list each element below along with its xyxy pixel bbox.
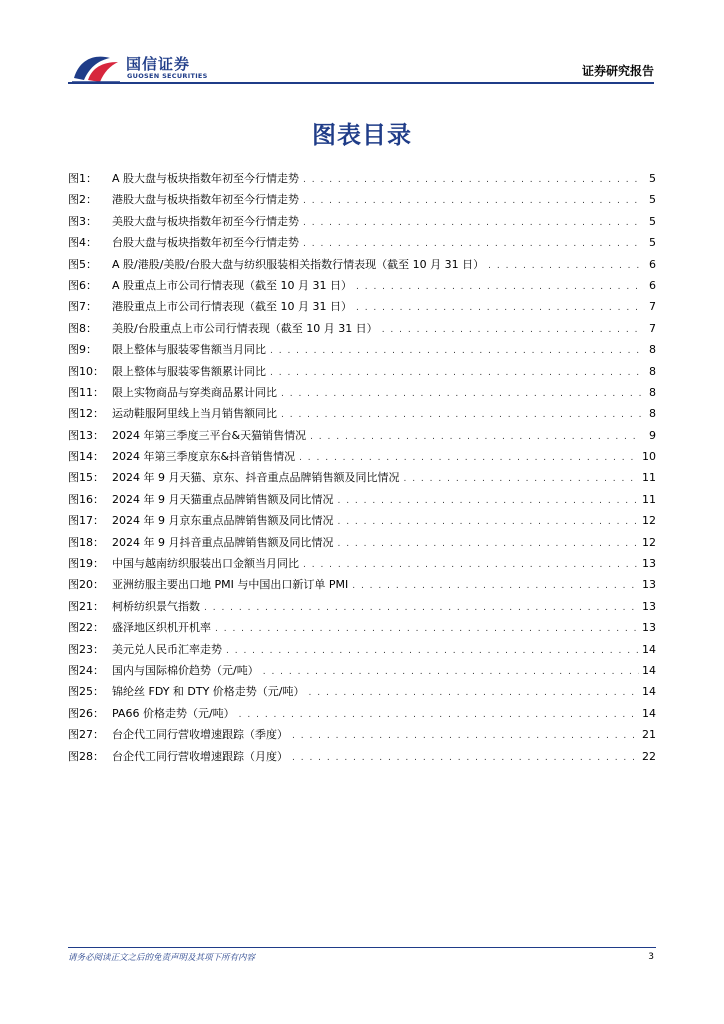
toc-entry[interactable] [68,574,656,595]
toc-figure-number: 图12： [68,407,104,421]
toc-leader-dots [215,619,639,640]
toc-leader-dots [226,641,639,662]
toc-page-number: 13 [642,621,656,635]
toc-leader-dots [309,683,639,704]
toc-entry[interactable] [68,532,656,553]
toc-figure-number: 图4： [68,236,97,250]
toc-leader-dots [303,170,641,191]
toc-page-number: 14 [642,663,656,677]
footer-divider [68,947,656,948]
toc-figure-title: 国内与国际棉价趋势（元/吨） [112,663,259,677]
toc-page-number: 12 [642,535,656,549]
toc-figure-title: 美元兑人民币汇率走势 [112,642,222,656]
toc-figure-number: 图5： [68,257,97,271]
toc-figure-title: A 股大盘与板块指数年初至今行情走势 [112,172,300,185]
toc-entry[interactable] [68,339,656,360]
toc-figure-number: 图8： [68,321,97,335]
toc-figure-number: 图28： [68,749,104,763]
toc-figure-title: 2024 年第三季度三平台&天猫销售情况 [112,428,307,442]
toc-entry[interactable] [68,211,656,232]
toc-entry[interactable] [68,382,656,403]
toc-entry[interactable] [68,275,656,296]
toc-figure-number: 图1： [68,172,97,185]
toc-leader-dots [303,191,641,212]
toc-leader-dots [239,705,639,726]
toc-entry[interactable] [68,189,656,210]
toc-page-number: 8 [649,407,656,421]
toc-entry[interactable] [68,318,656,339]
toc-entry[interactable] [68,361,656,382]
toc-page-number: 8 [649,364,656,378]
toc-page-number: 14 [642,642,656,656]
toc-page-number: 8 [649,343,656,357]
toc-entry[interactable] [68,746,656,767]
toc-entry[interactable] [68,425,656,446]
toc-entry[interactable] [68,467,656,488]
toc-page-number: 11 [642,492,656,506]
toc-figure-number: 图7： [68,300,97,314]
toc-figure-number: 图15： [68,471,104,485]
toc-page-number: 9 [649,428,656,442]
toc-leader-dots [263,662,639,683]
toc-leader-dots [356,277,641,298]
toc-leader-dots [352,576,639,597]
toc-figure-title: 2024 年 9 月京东重点品牌销售额及同比情况 [112,514,334,528]
toc-entry[interactable] [68,553,656,574]
toc-entry[interactable] [68,724,656,745]
figure-table-of-contents [68,168,656,767]
toc-page-number: 7 [649,300,656,314]
toc-entry[interactable] [68,254,656,275]
toc-leader-dots [488,256,641,277]
toc-leader-dots [382,320,641,341]
disclaimer-text: 请务必阅读正文之后的免责声明及其项下所有内容 [68,953,256,963]
toc-figure-title: 港股大盘与板块指数年初至今行情走势 [112,193,299,207]
toc-leader-dots [303,213,641,234]
toc-entry[interactable] [68,403,656,424]
toc-leader-dots [204,598,639,619]
toc-entry[interactable] [68,510,656,531]
toc-entry[interactable] [68,703,656,724]
toc-figure-title: 锦纶丝 FDY 和 DTY 价格走势（元/吨） [112,685,305,699]
toc-figure-title: 美股/台股重点上市公司行情表现（截至 10 月 31 日） [112,321,378,335]
toc-entry[interactable] [68,639,656,660]
toc-figure-title: 亚洲纺服主要出口地 PMI 与中国出口新订单 PMI [112,578,349,592]
toc-page-number: 13 [642,557,656,571]
toc-figure-title: 运动鞋服阿里线上当月销售额同比 [112,407,277,421]
toc-leader-dots [270,363,641,384]
toc-leader-dots [337,534,639,555]
toc-figure-title: PA66 价格走势（元/吨） [112,706,235,720]
toc-page-number: 7 [649,321,656,335]
toc-entry[interactable] [68,660,656,681]
toc-leader-dots [303,555,639,576]
toc-figure-title: 2024 年 9 月抖音重点品牌销售额及同比情况 [112,535,334,549]
toc-page-number: 5 [649,214,656,228]
toc-entry[interactable] [68,446,656,467]
toc-leader-dots [292,748,639,769]
toc-figure-number: 图2： [68,193,97,207]
toc-figure-title: 美股大盘与板块指数年初至今行情走势 [112,214,299,228]
toc-figure-number: 图6： [68,278,97,292]
page-title: 图表目录 [312,121,412,149]
toc-figure-title: 2024 年 9 月天猫、京东、抖音重点品牌销售额及同比情况 [112,471,400,485]
toc-figure-number: 图25： [68,685,104,699]
toc-leader-dots [337,491,639,512]
toc-leader-dots [270,341,641,362]
toc-figure-number: 图3： [68,214,97,228]
toc-leader-dots [403,469,639,490]
header-divider [68,82,654,84]
toc-page-number: 14 [642,685,656,699]
toc-figure-number: 图17： [68,514,104,528]
toc-leader-dots [292,726,639,747]
toc-entry[interactable] [68,489,656,510]
brand-name-en: GUOSEN SECURITIES [127,72,208,80]
toc-figure-title: 中国与越南纺织服装出口金额当月同比 [112,557,299,571]
toc-figure-number: 图20： [68,578,104,592]
toc-leader-dots [281,405,641,426]
page-number: 3 [648,952,654,962]
toc-figure-number: 图24： [68,663,104,677]
toc-figure-number: 图23： [68,642,104,656]
toc-page-number: 22 [642,749,656,763]
page-header [0,0,724,90]
toc-page-number: 12 [642,514,656,528]
toc-figure-title: 柯桥纺织景气指数 [112,599,200,613]
toc-page-number: 6 [649,278,656,292]
toc-figure-number: 图14： [68,450,104,464]
toc-figure-number: 图21： [68,599,104,613]
toc-leader-dots [303,234,641,255]
toc-figure-title: 2024 年第三季度京东&抖音销售情况 [112,450,296,464]
toc-figure-number: 图22： [68,621,104,635]
report-type-label: 证券研究报告 [581,64,654,78]
toc-figure-title: 限上整体与服装零售额累计同比 [112,364,266,378]
toc-entry[interactable] [68,232,656,253]
toc-figure-number: 图13： [68,428,104,442]
toc-figure-title: 台股大盘与板块指数年初至今行情走势 [112,236,299,250]
toc-page-number: 6 [649,257,656,271]
brand-name-cn: 国信证券 [126,55,191,73]
toc-figure-number: 图19： [68,557,104,571]
toc-figure-number: 图18： [68,535,104,549]
toc-entry[interactable] [68,617,656,638]
toc-leader-dots [337,512,639,533]
toc-figure-title: A 股重点上市公司行情表现（截至 10 月 31 日） [112,278,353,292]
toc-page-number: 14 [642,706,656,720]
guosen-logo-icon [70,52,122,84]
toc-figure-title: 台企代工同行营收增速跟踪（季度） [112,728,288,742]
toc-figure-number: 图27： [68,728,104,742]
toc-figure-title: A 股/港股/美股/台股大盘与纺织服装相关指数行情表现（截至 10 月 31 日） [112,257,485,271]
toc-figure-number: 图26： [68,706,104,720]
toc-figure-number: 图16： [68,492,104,506]
toc-leader-dots [356,298,641,319]
toc-entry[interactable] [68,168,656,189]
toc-figure-title: 盛泽地区织机开机率 [112,621,211,635]
toc-page-number: 10 [642,450,656,464]
toc-page-number: 5 [649,172,656,185]
toc-figure-title: 港股重点上市公司行情表现（截至 10 月 31 日） [112,300,352,314]
toc-entry[interactable] [68,296,656,317]
toc-figure-number: 图9： [68,343,97,357]
toc-page-number: 11 [642,471,656,485]
toc-page-number: 13 [642,599,656,613]
toc-entry[interactable] [68,596,656,617]
toc-leader-dots [281,384,641,405]
toc-entry[interactable] [68,681,656,702]
toc-figure-number: 图10： [68,364,104,378]
toc-figure-title: 台企代工同行营收增速跟踪（月度） [112,749,288,763]
toc-page-number: 8 [649,385,656,399]
toc-leader-dots [299,448,639,469]
toc-page-number: 5 [649,193,656,207]
toc-figure-number: 图11： [68,385,104,399]
toc-figure-title: 限上整体与服装零售额当月同比 [112,343,266,357]
toc-figure-title: 限上实物商品与穿类商品累计同比 [112,385,277,399]
toc-page-number: 5 [649,236,656,250]
toc-figure-title: 2024 年 9 月天猫重点品牌销售额及同比情况 [112,492,334,506]
toc-page-number: 21 [642,728,656,742]
toc-page-number: 13 [642,578,656,592]
toc-leader-dots [310,427,641,448]
